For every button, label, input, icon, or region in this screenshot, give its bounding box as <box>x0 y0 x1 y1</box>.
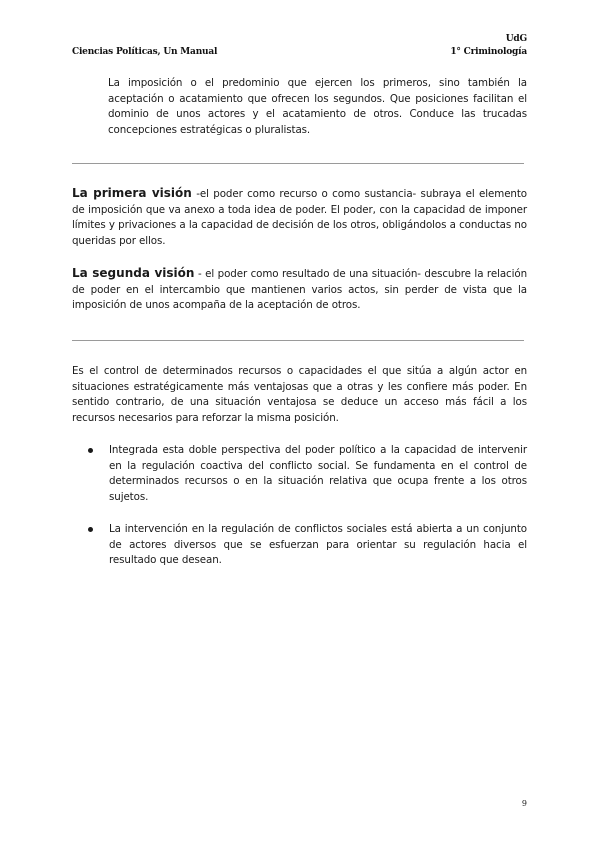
second-vision-lead: La segunda visión <box>72 266 195 280</box>
divider <box>72 340 524 341</box>
header-book-title: Ciencias Políticas, Un Manual <box>72 47 218 57</box>
header-course: 1° Criminología <box>450 47 527 57</box>
bullet-text: Integrada esta doble perspectiva del poder político a la capacidad de intervenir en la regulación coactiva del conflicto social. Se fundamenta en el control de determinados recursos o en la situación relativa que ocupa frente a los otros sujetos. <box>109 444 527 503</box>
bullet-icon <box>88 448 93 453</box>
first-vision-paragraph <box>72 186 527 249</box>
bullet-text: La intervención en la regulación de conflictos sociales está abierta a un conjunto de actores diversos que se esfuerzan para orientar su regulación hacia el resultado que desean. <box>109 523 527 566</box>
bullet-icon <box>88 527 93 532</box>
page-number: 9 <box>521 799 527 808</box>
intro-paragraph: La imposición o el predominio que ejercen los primeros, sino también la aceptación o acatamiento que ofrecen los segundos. Que posiciones facilitan el dominio de unos actores y el acatamiento de otros. Conduce las trucadas concepciones estratégicas o pluralistas. <box>108 77 527 136</box>
header-university: UdG <box>505 34 527 44</box>
divider <box>72 163 524 164</box>
first-vision-lead: La primera visión <box>72 186 192 200</box>
control-paragraph: Es el control de determinados recursos o capacidades el que sitúa a algún actor en situaciones estratégicamente más ventajosas que a otras y les confiere más poder. En sentido contrario, de una situación ventajosa se deduce un acceso más fácil a los recursos necesarios para reforzar la misma posición. <box>72 365 527 424</box>
second-vision-text: - el poder como resultado de una situación- descubre la relación de poder en el intercambio que mantienen varios actos, sin perder de vista que la imposición de unos acompaña de la aceptación de otros. <box>72 268 527 311</box>
first-vision-text: -el poder como recurso o como sustancia- subraya el elemento de imposición que va anexo a toda idea de poder. El poder, con la capacidad de imponer límites y privaciones a la capacidad de decisión de los otros, obligándolos a conductas no queridas por ellos. <box>72 188 527 247</box>
second-vision-paragraph <box>72 266 527 314</box>
